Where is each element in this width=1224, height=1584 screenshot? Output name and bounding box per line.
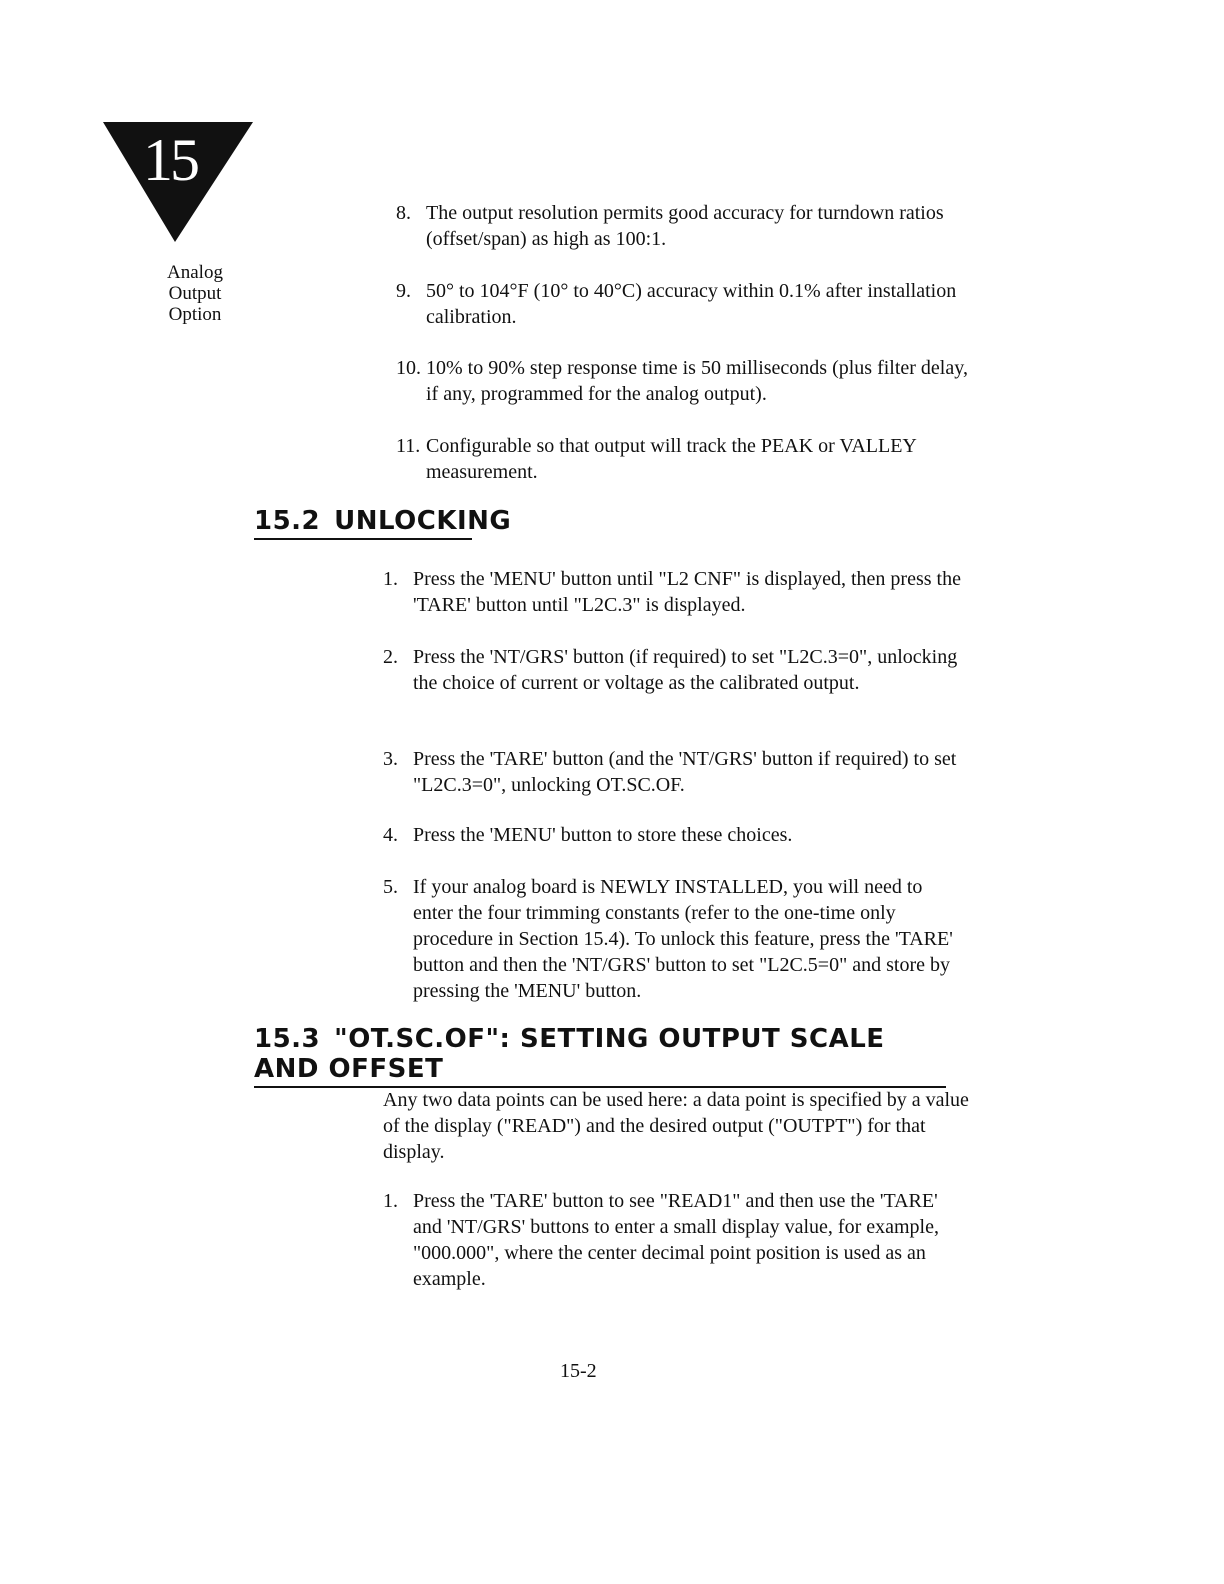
list-item bbox=[383, 566, 963, 618]
list-item bbox=[396, 355, 976, 407]
list-item-text: 10% to 90% step response time is 50 milliseconds (plus filter delay, if any, programmed for the analog output). bbox=[426, 357, 968, 405]
list-item bbox=[383, 874, 963, 1004]
page-number: 15-2 bbox=[560, 1360, 597, 1382]
section-title: "OT.SC.OF": SETTING OUTPUT SCALE AND OFFSET bbox=[254, 1024, 885, 1084]
list-item-number: 2. bbox=[383, 646, 398, 668]
section-heading-output-scale bbox=[254, 1024, 946, 1088]
list-item bbox=[396, 433, 976, 485]
list-item-text: Press the 'TARE' button to see "READ1" and then use the 'TARE' and 'NT/GRS' buttons to enter a small display value, for example, "000.000", where the center decimal point position is used as an example. bbox=[413, 1190, 939, 1290]
list-item-number: 1. bbox=[383, 568, 398, 590]
list-item-number: 1. bbox=[383, 1190, 398, 1212]
chapter-label-line: Option bbox=[168, 304, 222, 325]
section-number: 15.3 bbox=[254, 1024, 321, 1054]
section-intro: Any two data points can be used here: a data point is specified by a value of the display ("READ") and the desired output ("OUTPT") for that display. bbox=[383, 1089, 969, 1163]
list-item-text: Press the 'TARE' button (and the 'NT/GRS' button if required) to set "L2C.3=0", unlocking OT.SC.OF. bbox=[413, 748, 957, 796]
section-heading-unlocking bbox=[254, 506, 512, 540]
section-title: UNLOCKING bbox=[334, 506, 512, 536]
list-item-text: Press the 'MENU' button until "L2 CNF" is displayed, then press the 'TARE' button until "L2C.3" is displayed. bbox=[413, 568, 961, 616]
list-item-number: 8. bbox=[396, 202, 411, 224]
chapter-label-line: Output bbox=[168, 283, 222, 304]
chapter-label-line: Analog bbox=[167, 262, 223, 283]
list-item bbox=[396, 200, 976, 252]
list-item bbox=[383, 746, 963, 798]
list-item-text: 50° to 104°F (10° to 40°C) accuracy within 0.1% after installation calibration. bbox=[426, 280, 957, 328]
chapter-badge bbox=[103, 122, 253, 242]
list-item-text: Press the 'NT/GRS' button (if required) to set "L2C.3=0", unlocking the choice of current or voltage as the calibrated output. bbox=[413, 646, 958, 694]
chapter-number: 15 bbox=[143, 127, 197, 193]
section-number: 15.2 bbox=[254, 506, 321, 536]
list-item bbox=[396, 278, 976, 330]
list-item-number: 4. bbox=[383, 824, 398, 846]
list-item-text: Press the 'MENU' button to store these choices. bbox=[413, 824, 793, 846]
list-item bbox=[383, 644, 963, 696]
list-item-text: Configurable so that output will track the PEAK or VALLEY measurement. bbox=[426, 435, 917, 483]
list-item-number: 5. bbox=[383, 876, 398, 898]
chapter-label bbox=[150, 262, 240, 325]
list-item-number: 3. bbox=[383, 748, 398, 770]
list-item-number: 11. bbox=[396, 435, 421, 457]
list-item-number: 9. bbox=[396, 280, 411, 302]
list-item-number: 10. bbox=[396, 357, 421, 379]
list-item bbox=[383, 1188, 963, 1292]
list-item-text: The output resolution permits good accuracy for turndown ratios (offset/span) as high as 100:1. bbox=[426, 202, 944, 250]
list-item bbox=[383, 822, 963, 848]
list-item-text: If your analog board is NEWLY INSTALLED, you will need to enter the four trimming constants (refer to the one-time only procedure in Section 15.4). To unlock this feature, press the 'TARE' button and then the 'NT/GRS' button to set "L2C.5=0" and store by pressing the 'MENU' button. bbox=[413, 876, 953, 1002]
